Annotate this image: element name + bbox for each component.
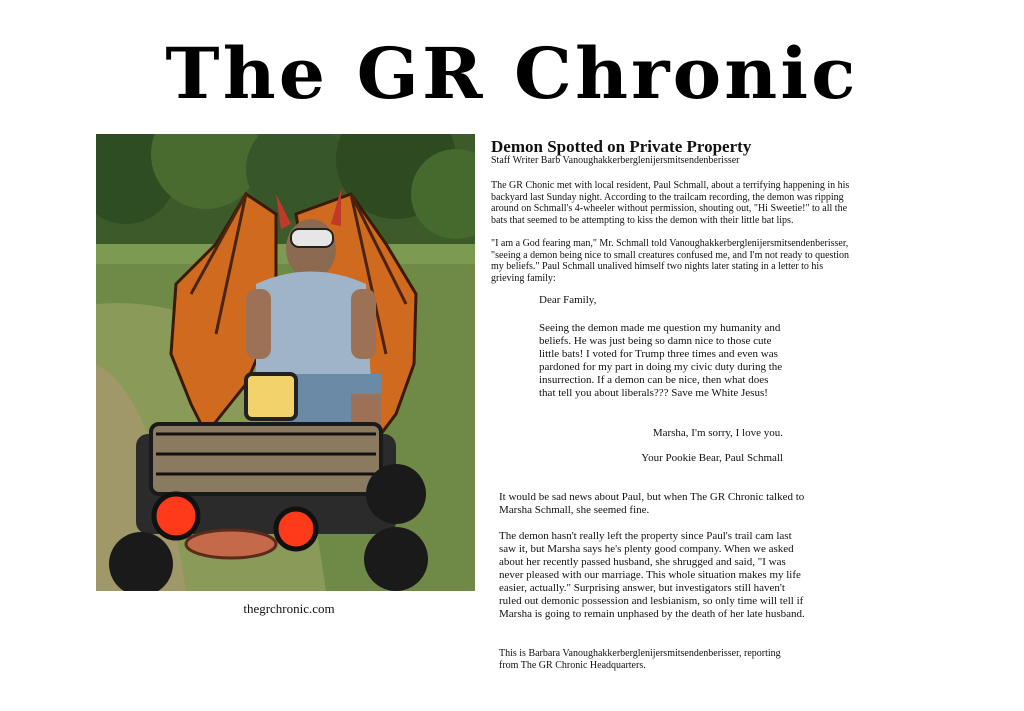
photo-caption: thegrchronic.com [243, 601, 335, 616]
letter-line: Marsha, I'm sorry, I love you. [652, 427, 783, 439]
letter-signoff: Your Pookie Bear, Paul Schmall [641, 452, 783, 464]
article-paragraph: The GR Chonic met with local resident, Paul Schmall, about a terrifying happening in his backyard last Sunday night. According to the trailcam recording, the demon was ripping around on Schmall's 4-wheeler without permission, shouting out, "Hi Sweetie!" to all the bats that seemed to be attempting to kiss the demon with their little bat lips. [491, 180, 850, 226]
letter-greeting: Dear Family, [539, 294, 597, 306]
letter-body: Seeing the demon made me question my humanity and beliefs. He was just being so damn nice to those cute little bats! I voted for Trump three times and even was pardoned for my part in doing my civic duty during the insurrection. If a demon can be nice, then what does that tell you about liberals??? Save me White Jesus! [539, 322, 783, 399]
article-paragraph: It would be sad news about Paul, but when The GR Chronic talked to Marsha Schmall, she seemed fine. [499, 491, 805, 516]
article-headline: Demon Spotted on Private Property [491, 137, 752, 156]
article-byline: Staff Writer Barb Vanoughakkerberglenijersmitsendenberisser [491, 155, 740, 166]
article-signoff: This is Barbara Vanoughakkerberglenijersmitsendenberisser, reporting from The GR Chronic Headquarters. [499, 648, 781, 671]
article-paragraph: "I am a God fearing man," Mr. Schmall told Vanoughakkerberglenijersmitsendenberisser, "seeing a demon being nice to small creatures confused me, and I'm not ready to question my beliefs." Paul Schmall unalived himself two nights later stating in a letter to his grieving family: [491, 238, 849, 284]
article-photo [96, 134, 475, 591]
masthead-title: The GR Chronic [165, 32, 859, 115]
article-paragraph: The demon hasn't really left the property since Paul's trail cam last saw it, but Marsha says he's plenty good company. When we asked about her recently passed husband, she shrugged and said, "I was never pleased with our marriage. This whole situation makes my life easier, actually." Surprising answer, but investigators still haven't ruled out demonic possession and lesbianism, so only time will tell if Marsha is going to remain unphased by the death of her late husband. [499, 530, 805, 620]
